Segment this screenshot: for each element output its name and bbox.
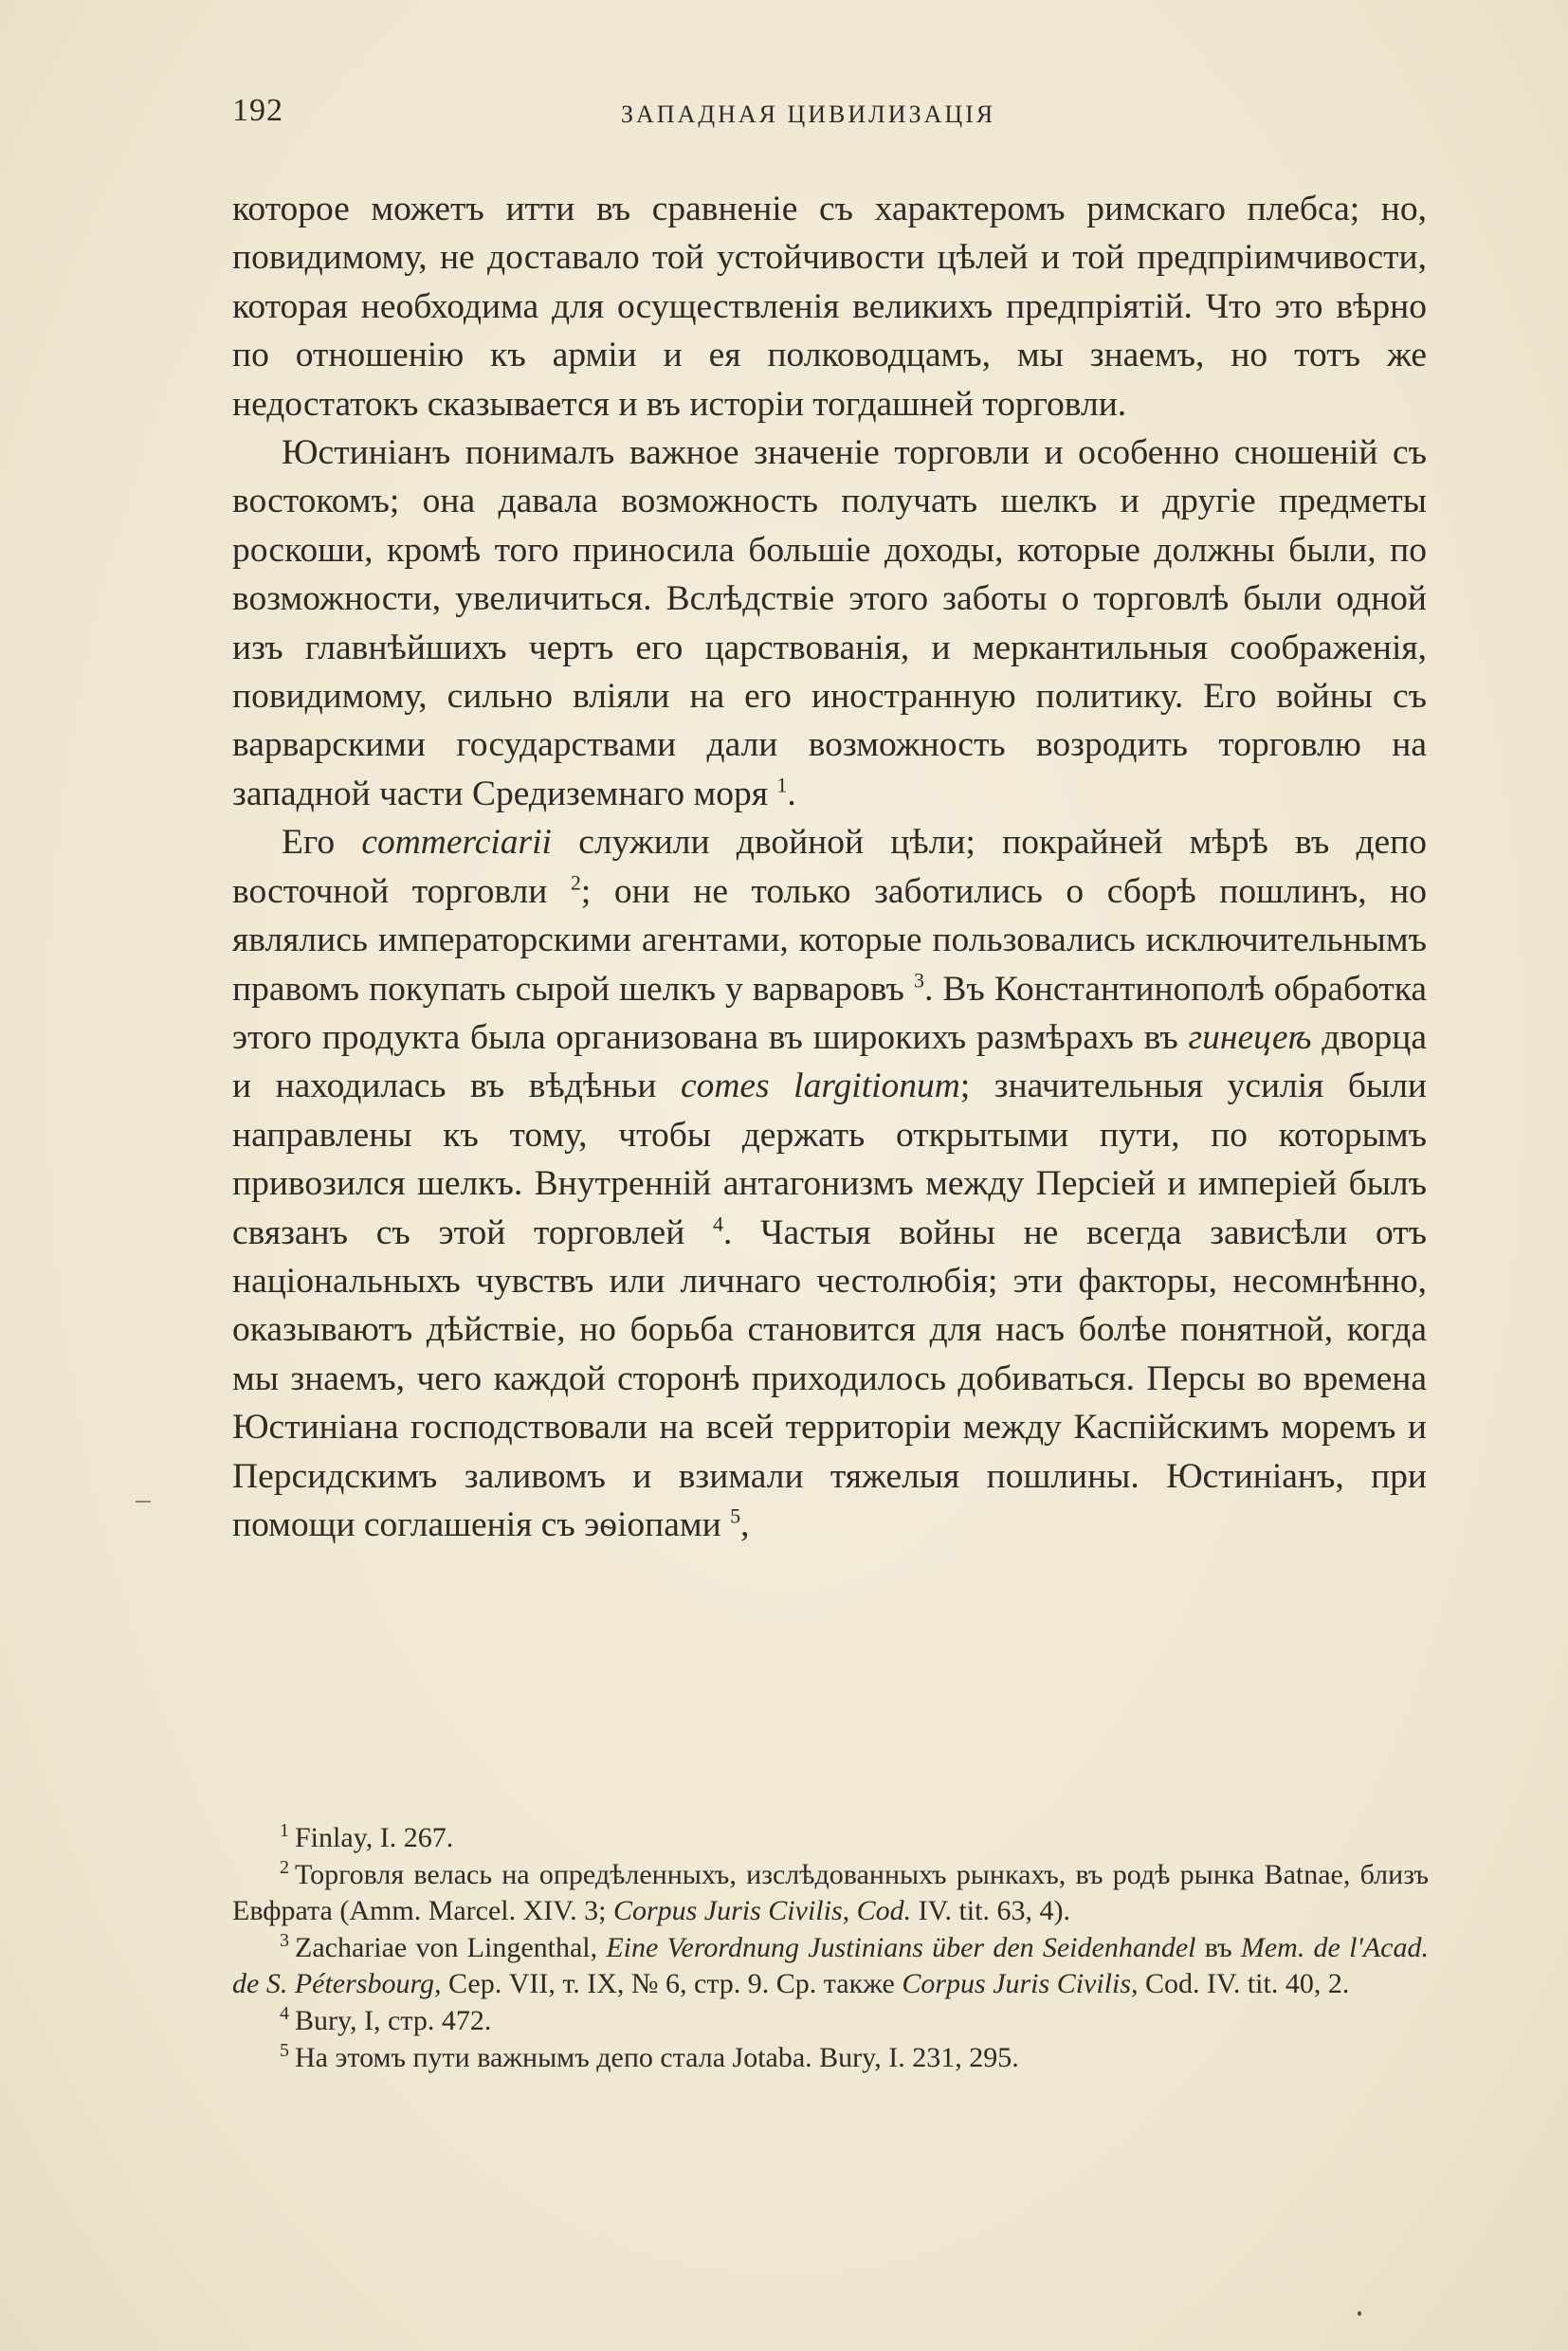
footnote-3-text-b: въ [1195, 1931, 1241, 1963]
paper-speck [1358, 2311, 1361, 2316]
footnote-4-text: Bury, I, стр. 472. [295, 2004, 492, 2036]
paragraph-3-seg-6: ; значительныя усилія были направлены къ тому, чтобы держать открытыми пути, по которымъ привозился шелкъ. Внутренній антагонизмъ между Персіей и имперіей былъ связанъ съ этой торговлей [232, 1066, 1427, 1252]
footnote-5 [232, 2040, 1429, 2077]
paragraph-3-seg-7: . Частыя войны не всегда зависѣли отъ національныхъ чувствъ или личнаго честолюбія; эти факторы, несомнѣнно, оказываютъ дѣйствіе, но борьба становится для насъ болѣе понятной, когда мы знаемъ, чего каждой сторонѣ приходилось добиваться. Персы во времена Юстиніана господствовали на всей территоріи между Каспійскимъ моремъ и Персидскимъ заливомъ и взимали тяжелыя пошлины. Юстиніанъ, при помощи соглашенія съ эѳіопами [232, 1212, 1428, 1544]
footnote-2-mark: 2 [280, 1856, 289, 1878]
footnote-2-italic: Corpus Juris Civilis, Cod. [612, 1895, 912, 1927]
footnote-3-mark: 3 [280, 1929, 289, 1951]
footnote-5-mark: 5 [280, 2039, 289, 2061]
footnote-3-text-d: Cod. IV. tit. 40, 2. [1138, 1968, 1350, 2000]
footnote-ref-4: 4 [713, 1212, 724, 1236]
footnote-4-mark: 4 [280, 2002, 289, 2024]
footnote-3 [232, 1930, 1429, 2003]
paragraph-3-seg-5: дворца и находилась въ вѣдѣньи [232, 1017, 1427, 1106]
paragraph-2-end: . [787, 774, 796, 813]
footnote-3-italic-corpus: Corpus Juris Civilis, [902, 1968, 1139, 2000]
running-head: ЗАПАДНАЯ ЦИВИЛИЗАЦІЯ [621, 100, 996, 128]
page-header [232, 93, 1427, 140]
paragraph-3-end: , [740, 1504, 750, 1544]
paragraph-2-text: Юстиніанъ понималъ важное значеніе торговли и особенно сношеній съ востокомъ; она давала возможность получать шелкъ и другіе предметы роскоши, кромѣ того приносила большіе доходы, которые должны были, по возможности, увеличиться. Вслѣдствіе этого заботы о торговлѣ были одной изъ главнѣйшихъ чертъ его царствованія, и меркантильныя соображенія, повидимому, сильно вліяли на его иностранную политику. Его войны съ варварскими государствами дали возможность возродить торговлю на западной части Средиземнаго моря [232, 433, 1427, 813]
footnote-3-italic-journal: Mem. de l'Acad. de S. Pétersbourg, [232, 1931, 1429, 2000]
paragraph-1-text: которое можетъ итти въ сравненіе съ характеромъ римскаго плебса; но, повидимому, не доставало той устойчивости цѣлей и той предпріимчивости, которая необходима для осуществленія великихъ предпріятій. Что это вѣрно по отношенію къ арміи и ея полководцамъ, мы знаемъ, но тотъ же недостатокъ сказывается и въ исторіи тогдашней торговли. [232, 190, 1427, 424]
italic-term-comes-largitionum: comes largitionum [680, 1066, 960, 1106]
paragraph-3 [232, 818, 1427, 1549]
footnote-ref-1: 1 [776, 773, 788, 797]
footnotes [232, 1820, 1429, 2076]
footnote-ref-3: 3 [914, 968, 924, 992]
paragraph-1 [232, 185, 1427, 428]
italic-term-gynaeceum: гинецеѣ [1188, 1017, 1312, 1057]
page-number: 192 [232, 93, 283, 128]
paragraph-3-seg-2: служили двойной цѣли; покрайней мѣрѣ въ депо восточной торговли [232, 823, 1427, 911]
paragraph-3-seg-4: . Въ Константинополѣ обработка этого продукта была организована въ широкихъ размѣрахъ въ [232, 969, 1428, 1057]
main-text [232, 185, 1427, 1549]
paragraph-2 [232, 428, 1427, 818]
italic-term-commerciarii: commerciarii [361, 823, 552, 863]
footnote-2-text-b: IV. tit. 63, 4). [911, 1895, 1070, 1927]
footnote-2 [232, 1857, 1429, 1930]
footnote-5-text: На этомъ пути важнымъ депо стала Jotaba. Bury, I. 231, 295. [295, 2041, 1019, 2073]
footnote-4 [232, 2003, 1429, 2040]
paragraph-3-seg-3: ; они не только заботились о сборѣ пошлинъ, но являлись императорскими агентами, которые пользовались исключительнымъ правомъ покупать сырой шелкъ у варваровъ [232, 871, 1427, 1009]
footnote-3-text-c: Сер. VII, т. IX, № 6, стр. 9. Ср. также [441, 1968, 903, 2000]
footnote-3-text-a: Zachariae von Lingenthal, [295, 1931, 607, 1963]
margin-mark [136, 1501, 151, 1503]
footnote-1-text: Finlay, I. 267. [295, 1822, 454, 1853]
footnote-3-italic-title: Eine Verordnung Justinians über den Seidenhandel [606, 1931, 1196, 1963]
footnote-1 [232, 1820, 1429, 1857]
footnote-ref-5: 5 [730, 1504, 741, 1528]
footnote-2-text-a: Торговля велась на опредѣленныхъ, изслѣдованныхъ рынкахъ, въ родѣ рынка Batnae, близъ Евфрата (Amm. Marcel. XIV. 3; [232, 1858, 1429, 1927]
footnote-ref-2: 2 [570, 870, 581, 895]
footnote-1-mark: 1 [280, 1820, 289, 1841]
paragraph-3-seg-1: Его [282, 823, 362, 863]
